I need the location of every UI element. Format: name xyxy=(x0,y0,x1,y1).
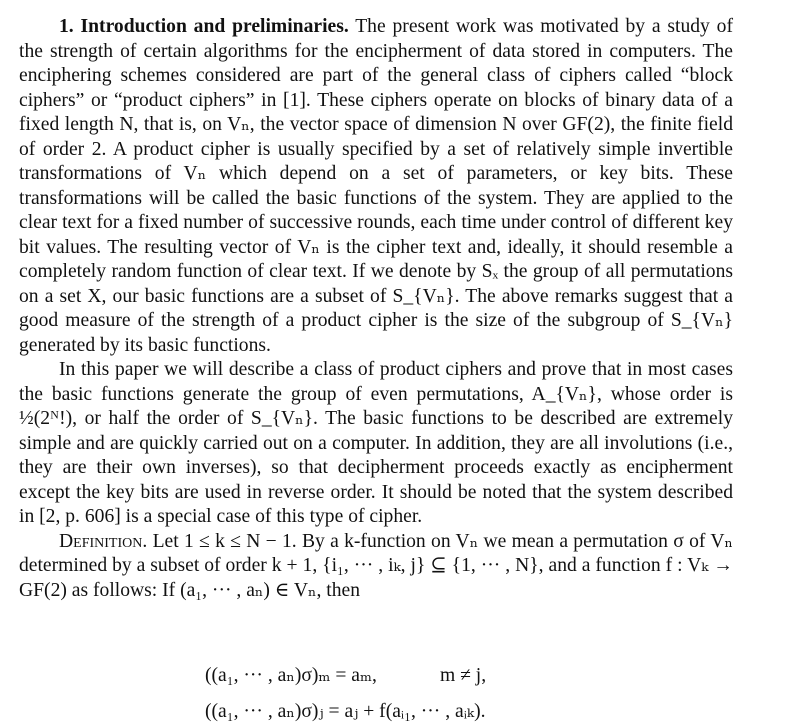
definition-text: Let 1 ≤ k ≤ N − 1. By a k-function on Vₙ we mean a permutation σ of Vₙ determined by a subset of order k + 1, {i₁, ··· , iₖ, j} ⊆ {1, ··· , N}, and a function f : Vₖ → GF(2) as follows: If (a₁, ··· , aₙ) ∈ Vₙ, then xyxy=(19,530,734,601)
equation-2: ((a₁, ··· , aₙ)σ)ⱼ = aⱼ + f(aᵢ₁, ··· , aᵢₖ). xyxy=(205,701,486,722)
paragraph-intro-text: The present work was motivated by a study of the strength of certain algorithms for the encipherment of data stored in computers. The enciphering schemes considered are part of the general class of ciphers called “block ciphers” or “product ciphers” in [1]. These ciphers operate on blocks of binary data of a fixed length N, that is, on Vₙ, the vector space of dimension N over GF(2), the finite field of order 2. A product cipher is usually specified by a set of relatively simple invertible transformations of Vₙ which depend on a set of parameters, or key bits. These transformations will be called the basic functions of the system. They are applied to the clear text for a fixed number of successive rounds, each time under control of different key bit values. The resulting vector of Vₙ is the cipher text and, ideally, it should resemble a completely random function of clear text. If we denote by Sₓ the group of all permutations on a set X, our basic functions are a subset of S_{Vₙ}. The above remarks suggest that a good measure of the strength of a product cipher is the size of the subgroup of S_{Vₙ} generated by its basic functions. xyxy=(19,16,734,356)
section-heading: 1. Introduction and preliminaries. xyxy=(59,16,349,37)
equation-1: ((a₁, ··· , aₙ)σ)ₘ = aₘ, xyxy=(205,665,377,686)
equation-1-condition: m ≠ j, xyxy=(440,665,487,686)
section-body xyxy=(19,15,733,603)
definition-label: Definition. xyxy=(59,530,148,552)
paragraph-class-description: In this paper we will describe a class of product ciphers and prove that in most cases the basic functions generate the group of even permutations, A_{Vₙ}, whose order is ½(2ᴺ!), or half the order of S_{Vₙ}. The basic functions to be described are extremely simple and are quickly carried out on a computer. In addition, they are all involutions (i.e., they are their own inverses), so that decipherment proceeds exactly as encipherment except the key bits are used in reverse order. It should be noted that the system described in [2, p. 606] is a special case of this type of cipher. xyxy=(19,359,733,527)
paragraph-intro xyxy=(19,15,733,358)
paragraph-definition xyxy=(19,530,733,604)
paper-page xyxy=(19,15,733,603)
